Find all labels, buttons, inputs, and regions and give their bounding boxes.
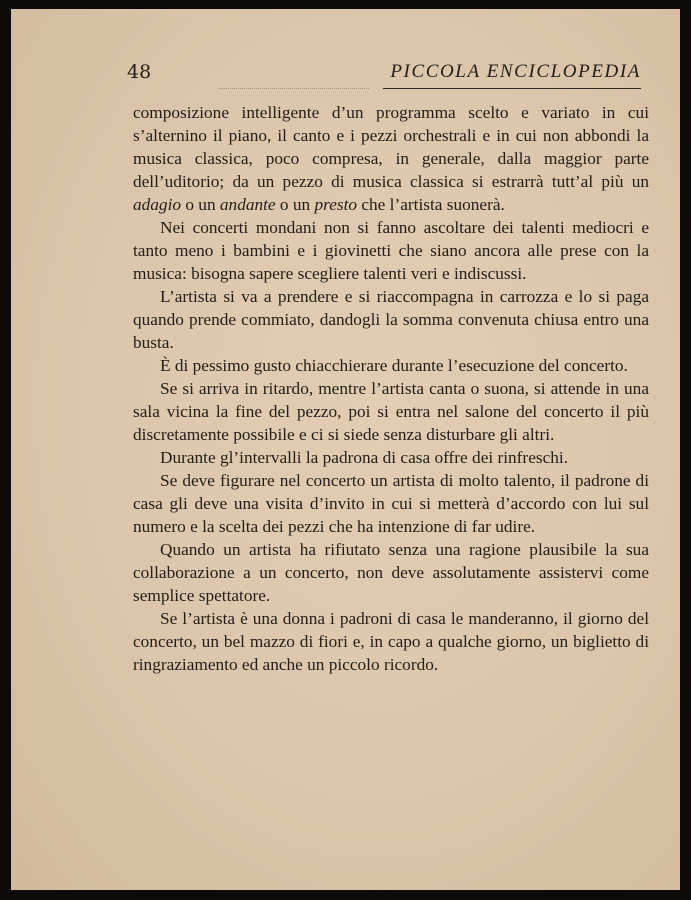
header-faint-rule <box>219 88 369 89</box>
text-run: o un <box>181 195 220 214</box>
paragraph <box>133 377 649 446</box>
text-run: Se deve figurare nel concerto un artista di molto talento, il padrone di casa gli deve una visita d’invito in cui si metterà d’accordo con lui sul numero e la scelta dei pezzi che ha intenzione di far udire. <box>133 471 649 536</box>
text-run: che l’artista suonerà. <box>357 195 505 214</box>
text-run: Nei concerti mondani non si fanno ascoltare dei talenti mediocri e tanto meno i bambini e i giovinetti che siano ancora alle prese con la musica: bisogna sapere scegliere talenti veri e indiscussi. <box>133 218 649 283</box>
italic-term: andante <box>219 195 276 214</box>
paragraph <box>133 538 649 607</box>
text-run: o un <box>275 195 315 214</box>
page-number: 48 <box>127 61 152 83</box>
running-head: PICCOLA ENCICLOPEDIA <box>390 61 641 82</box>
italic-term: presto <box>314 195 358 214</box>
header-rule <box>383 88 641 89</box>
paragraph <box>133 446 649 469</box>
text-run: È di pessimo gusto chiacchierare durante l’esecuzione del concerto. <box>160 356 628 375</box>
italic-term: adagio <box>133 195 182 214</box>
paragraph <box>133 607 649 676</box>
paragraph <box>133 285 649 354</box>
paragraph <box>133 469 649 538</box>
text-run: L’artista si va a prendere e si riaccompagna in carrozza e lo si paga quando prende commiato, dandogli la somma convenuta chiusa entro una busta. <box>133 287 649 352</box>
paragraph <box>133 216 649 285</box>
text-run: Se l’artista è una donna i padroni di casa le manderanno, il giorno del concerto, un bel mazzo di fiori e, in capo a qualche giorno, un biglietto di ringraziamento ed anche un piccolo ricordo. <box>133 609 649 674</box>
page-header <box>127 61 641 93</box>
paragraph <box>133 354 649 377</box>
text-run: Quando un artista ha rifiutato senza una ragione plausibile la sua collaborazione a un concerto, non deve assolutamente assistervi come semplice spettatore. <box>133 540 649 605</box>
paragraph <box>133 101 649 216</box>
book-page <box>11 9 680 890</box>
text-run: Se si arriva in ritardo, mentre l’artista canta o suona, si attende in una sala vicina la fine del pezzo, poi si entra nel salone del concerto il più discretamente possibile e ci si siede senza disturbare gli altri. <box>133 379 649 444</box>
text-run: composizione intelligente d’un programma scelto e variato in cui s’alternino il piano, il canto e i pezzi orchestrali e in cui non abbondi la musica classica, poco compresa, in generale, dalla maggior parte dell’uditorio; da un pezzo di musica classica si estrarrà tutt’al più un <box>133 103 649 191</box>
body-text <box>133 101 649 676</box>
text-run: Durante gl’intervalli la padrona di casa offre dei rinfreschi. <box>160 448 569 467</box>
